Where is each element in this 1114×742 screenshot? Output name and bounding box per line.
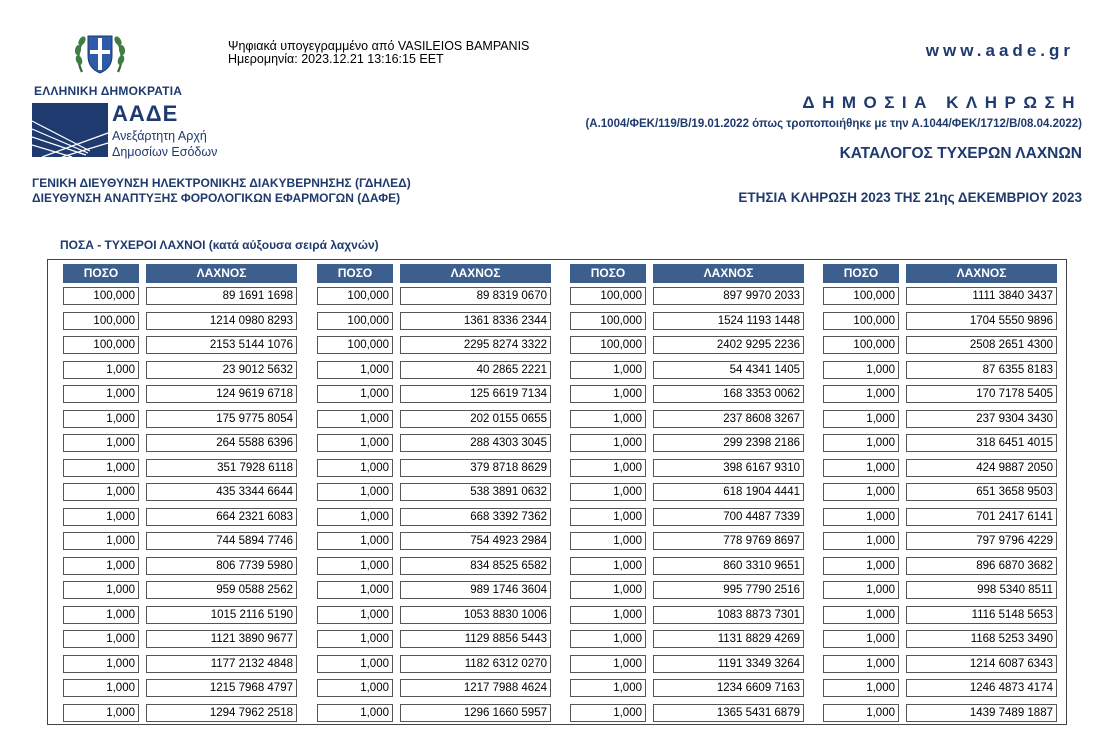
- ticket-number-cell: 1214 6087 6343: [906, 655, 1057, 673]
- amount-cell: 100,000: [63, 312, 139, 330]
- ticket-number-cell: 288 4303 3045: [400, 434, 551, 452]
- ticket-number-cell: 1296 1660 5957: [400, 704, 551, 722]
- ticket-number-cell: 202 0155 0655: [400, 410, 551, 428]
- amount-cell: 1,000: [63, 361, 139, 379]
- amount-cell: 1,000: [317, 410, 393, 428]
- amount-cell: 1,000: [823, 655, 899, 673]
- amount-cell: 100,000: [823, 287, 899, 305]
- amount-cell: 100,000: [823, 312, 899, 330]
- amount-cell: 1,000: [823, 385, 899, 403]
- amount-cell: 1,000: [317, 508, 393, 526]
- ticket-number-cell: 2402 9295 2236: [653, 336, 804, 354]
- amount-cell: 1,000: [570, 483, 646, 501]
- amount-cell: 1,000: [823, 679, 899, 697]
- amount-cell: 100,000: [570, 312, 646, 330]
- amount-cell: 1,000: [570, 630, 646, 648]
- ticket-number-cell: 1111 3840 3437: [906, 287, 1057, 305]
- ticket-number-cell: 1083 8873 7301: [653, 606, 804, 624]
- ticket-number-cell: 896 6870 3682: [906, 557, 1057, 575]
- amount-cell: 1,000: [63, 532, 139, 550]
- amount-cell: 1,000: [570, 434, 646, 452]
- ticket-number-cell: 618 1904 4441: [653, 483, 804, 501]
- amount-cell: 1,000: [317, 361, 393, 379]
- amount-cell: 1,000: [63, 385, 139, 403]
- ticket-number-cell: 797 9796 4229: [906, 532, 1057, 550]
- amount-cell: 1,000: [317, 532, 393, 550]
- amount-cell: 1,000: [823, 361, 899, 379]
- amount-cell: 1,000: [570, 606, 646, 624]
- amount-cell: 1,000: [570, 410, 646, 428]
- ticket-number-cell: 701 2417 6141: [906, 508, 1057, 526]
- amount-cell: 1,000: [63, 655, 139, 673]
- amount-cell: 1,000: [63, 704, 139, 722]
- amount-cell: 1,000: [823, 532, 899, 550]
- ticket-number-cell: 175 9775 8054: [146, 410, 297, 428]
- amount-cell: 1,000: [63, 508, 139, 526]
- aade-subtitle-line-2: Δημοσίων Εσόδων: [112, 145, 218, 159]
- ticket-number-cell: 959 0588 2562: [146, 581, 297, 599]
- ticket-number-cell: 2508 2651 4300: [906, 336, 1057, 354]
- amount-cell: 100,000: [63, 336, 139, 354]
- amount-cell: 1,000: [823, 508, 899, 526]
- amount-cell: 1,000: [63, 581, 139, 599]
- ticket-number-cell: 398 6167 9310: [653, 459, 804, 477]
- ticket-number-cell: 995 7790 2516: [653, 581, 804, 599]
- ticket-number-cell: 1704 5550 9896: [906, 312, 1057, 330]
- ticket-number-cell: 125 6619 7134: [400, 385, 551, 403]
- ticket-number-cell: 435 3344 6644: [146, 483, 297, 501]
- ticket-number-cell: 237 8608 3267: [653, 410, 804, 428]
- amount-cell: 1,000: [570, 532, 646, 550]
- ticket-number-cell: 1365 5431 6879: [653, 704, 804, 722]
- ticket-number-cell: 1215 7968 4797: [146, 679, 297, 697]
- column-header-amount: ΠΟΣΟ: [317, 264, 393, 283]
- amount-cell: 1,000: [823, 557, 899, 575]
- amount-cell: 1,000: [317, 459, 393, 477]
- ticket-number-cell: 237 9304 3430: [906, 410, 1057, 428]
- ticket-number-cell: 989 1746 3604: [400, 581, 551, 599]
- digital-signature-line: Ψηφιακά υπογεγραμμένο από VASILEIOS BAMPANIS: [228, 39, 530, 53]
- ticket-number-cell: 778 9769 8697: [653, 532, 804, 550]
- ticket-number-cell: 806 7739 5980: [146, 557, 297, 575]
- amount-cell: 1,000: [570, 361, 646, 379]
- amount-cell: 1,000: [823, 704, 899, 722]
- ticket-number-cell: 1131 8829 4269: [653, 630, 804, 648]
- column-header-amount: ΠΟΣΟ: [63, 264, 139, 283]
- annual-draw-title: ΕΤΗΣΙΑ ΚΛΗΡΩΣΗ 2023 ΤΗΣ 21ης ΔΕΚΕΜΒΡΙΟΥ 2023: [738, 190, 1082, 205]
- ticket-number-cell: 2153 5144 1076: [146, 336, 297, 354]
- ticket-number-cell: 40 2865 2221: [400, 361, 551, 379]
- ticket-number-cell: 1294 7962 2518: [146, 704, 297, 722]
- ticket-number-cell: 1168 5253 3490: [906, 630, 1057, 648]
- amount-cell: 1,000: [570, 385, 646, 403]
- ticket-number-cell: 538 3891 0632: [400, 483, 551, 501]
- ticket-number-cell: 87 6355 8183: [906, 361, 1057, 379]
- department-line-1: ΓΕΝΙΚΗ ΔΙΕΥΘΥΝΣΗ ΗΛΕΚΤΡΟΝΙΚΗΣ ΔΙΑΚΥΒΕΡΝΗΣΗΣ (ΓΔΗΛΕΔ): [32, 176, 411, 190]
- aade-subtitle-line-1: Ανεξάρτητη Αρχή: [112, 129, 207, 143]
- ticket-number-cell: 1053 8830 1006: [400, 606, 551, 624]
- amount-cell: 1,000: [317, 557, 393, 575]
- ticket-number-cell: 299 2398 2186: [653, 434, 804, 452]
- amount-cell: 1,000: [570, 679, 646, 697]
- amount-cell: 1,000: [317, 385, 393, 403]
- ticket-number-cell: 379 8718 8629: [400, 459, 551, 477]
- ticket-number-cell: 754 4923 2984: [400, 532, 551, 550]
- column-header-ticket: ΛΑΧΝΟΣ: [653, 264, 804, 283]
- ticket-number-cell: 834 8525 6582: [400, 557, 551, 575]
- ticket-number-cell: 1439 7489 1887: [906, 704, 1057, 722]
- ticket-number-cell: 170 7178 5405: [906, 385, 1057, 403]
- amount-cell: 1,000: [317, 606, 393, 624]
- amount-cell: 1,000: [63, 459, 139, 477]
- ticket-number-cell: 424 9887 2050: [906, 459, 1057, 477]
- ticket-number-cell: 89 8319 0670: [400, 287, 551, 305]
- amount-cell: 1,000: [570, 655, 646, 673]
- ticket-number-cell: 664 2321 6083: [146, 508, 297, 526]
- amount-cell: 1,000: [63, 410, 139, 428]
- column-header-ticket: ΛΑΧΝΟΣ: [906, 264, 1057, 283]
- page-title: ΔΗΜΟΣΙΑ ΚΛΗΡΩΣΗ: [802, 93, 1082, 112]
- amount-cell: 1,000: [317, 434, 393, 452]
- ticket-number-cell: 168 3353 0062: [653, 385, 804, 403]
- amount-cell: 1,000: [317, 655, 393, 673]
- website-link[interactable]: www.aade.gr: [925, 41, 1074, 60]
- amount-cell: 1,000: [570, 557, 646, 575]
- ticket-number-cell: 1015 2116 5190: [146, 606, 297, 624]
- ticket-number-cell: 89 1691 1698: [146, 287, 297, 305]
- ticket-number-cell: 1121 3890 9677: [146, 630, 297, 648]
- ticket-number-cell: 23 9012 5632: [146, 361, 297, 379]
- column-header-ticket: ΛΑΧΝΟΣ: [146, 264, 297, 283]
- amount-cell: 1,000: [823, 483, 899, 501]
- signature-date-line: Ημερομηνία: 2023.12.21 13:16:15 EET: [228, 52, 444, 66]
- amount-cell: 1,000: [823, 434, 899, 452]
- amount-cell: 1,000: [63, 483, 139, 501]
- legal-reference: (Α.1004/ΦΕΚ/119/Β/19.01.2022 όπως τροποποιήθηκε με την Α.1044/ΦΕΚ/1712/Β/08.04.2022): [585, 118, 1082, 130]
- amount-cell: 1,000: [570, 508, 646, 526]
- ticket-number-cell: 351 7928 6118: [146, 459, 297, 477]
- ticket-number-cell: 1246 4873 4174: [906, 679, 1057, 697]
- amount-cell: 1,000: [823, 630, 899, 648]
- ticket-number-cell: 744 5894 7746: [146, 532, 297, 550]
- ticket-number-cell: 1177 2132 4848: [146, 655, 297, 673]
- amount-cell: 1,000: [317, 483, 393, 501]
- ticket-number-cell: 2295 8274 3322: [400, 336, 551, 354]
- ticket-number-cell: 124 9619 6718: [146, 385, 297, 403]
- ticket-number-cell: 1191 3349 3264: [653, 655, 804, 673]
- column-header-amount: ΠΟΣΟ: [570, 264, 646, 283]
- amount-cell: 1,000: [317, 581, 393, 599]
- ticket-number-cell: 1234 6609 7163: [653, 679, 804, 697]
- ticket-number-cell: 651 3658 9503: [906, 483, 1057, 501]
- amount-cell: 1,000: [317, 704, 393, 722]
- amount-cell: 100,000: [317, 287, 393, 305]
- ticket-number-cell: 1214 0980 8293: [146, 312, 297, 330]
- aade-title: ΑΑΔΕ: [112, 101, 179, 126]
- amount-cell: 100,000: [570, 336, 646, 354]
- ticket-number-cell: 700 4487 7339: [653, 508, 804, 526]
- amount-cell: 1,000: [823, 581, 899, 599]
- column-header-ticket: ΛΑΧΝΟΣ: [400, 264, 551, 283]
- ticket-number-cell: 998 5340 8511: [906, 581, 1057, 599]
- ticket-number-cell: 54 4341 1405: [653, 361, 804, 379]
- hellenic-republic-emblem-icon: [72, 26, 128, 82]
- ticket-number-cell: 668 3392 7362: [400, 508, 551, 526]
- amount-cell: 1,000: [63, 630, 139, 648]
- ticket-number-cell: 264 5588 6396: [146, 434, 297, 452]
- amount-cell: 1,000: [317, 679, 393, 697]
- amount-cell: 1,000: [823, 459, 899, 477]
- catalog-title: ΚΑΤΑΛΟΓΟΣ ΤΥΧΕΡΩΝ ΛΑΧΝΩΝ: [839, 145, 1082, 162]
- amount-cell: 1,000: [570, 704, 646, 722]
- ticket-number-cell: 1116 5148 5653: [906, 606, 1057, 624]
- amount-cell: 100,000: [63, 287, 139, 305]
- amount-cell: 1,000: [570, 581, 646, 599]
- amount-cell: 100,000: [317, 336, 393, 354]
- amount-cell: 100,000: [317, 312, 393, 330]
- ticket-number-cell: 860 3310 9651: [653, 557, 804, 575]
- ticket-number-cell: 1129 8856 5443: [400, 630, 551, 648]
- government-name: ΕΛΛΗΝΙΚΗ ΔΗΜΟΚΡΑΤΙΑ: [34, 84, 183, 98]
- column-header-amount: ΠΟΣΟ: [823, 264, 899, 283]
- amount-cell: 100,000: [823, 336, 899, 354]
- amount-cell: 1,000: [823, 606, 899, 624]
- aade-logo-icon: [32, 103, 112, 157]
- amount-cell: 1,000: [63, 557, 139, 575]
- amount-cell: 1,000: [317, 630, 393, 648]
- amount-cell: 100,000: [570, 287, 646, 305]
- amount-cell: 1,000: [63, 434, 139, 452]
- amount-cell: 1,000: [570, 459, 646, 477]
- ticket-number-cell: 1217 7988 4624: [400, 679, 551, 697]
- amount-cell: 1,000: [823, 410, 899, 428]
- section-title: ΠΟΣΑ - ΤΥΧΕΡΟΙ ΛΑΧΝΟΙ (κατά αύξουσα σειρά λαχνών): [60, 238, 379, 252]
- ticket-number-cell: 1361 8336 2344: [400, 312, 551, 330]
- ticket-number-cell: 318 6451 4015: [906, 434, 1057, 452]
- amount-cell: 1,000: [63, 679, 139, 697]
- ticket-number-cell: 1182 6312 0270: [400, 655, 551, 673]
- amount-cell: 1,000: [63, 606, 139, 624]
- ticket-number-cell: 1524 1193 1448: [653, 312, 804, 330]
- ticket-number-cell: 897 9970 2033: [653, 287, 804, 305]
- department-line-2: ΔΙΕΥΘΥΝΣΗ ΑΝΑΠΤΥΞΗΣ ΦΟΡΟΛΟΓΙΚΩΝ ΕΦΑΡΜΟΓΩΝ (ΔΑΦΕ): [32, 191, 401, 205]
